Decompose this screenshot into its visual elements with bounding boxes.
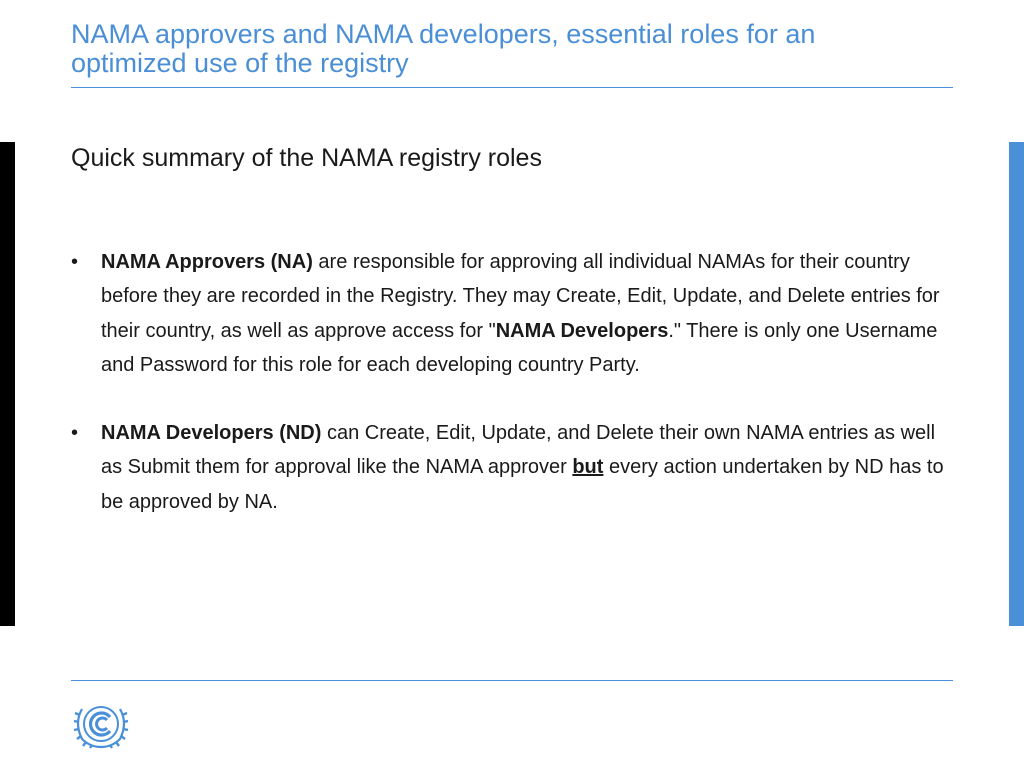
- bullet-inline-emphasis: but: [572, 456, 604, 479]
- footer-divider: [71, 680, 953, 681]
- left-edge-bar: [0, 142, 15, 626]
- bullet-lead-bold: NAMA Approvers (NA): [101, 251, 313, 273]
- right-edge-accent-bar: [1009, 142, 1024, 626]
- bullet-lead-bold: NAMA Developers (ND): [101, 422, 322, 445]
- bullet-marker: •: [71, 251, 79, 273]
- unfccc-logo-graphic: [68, 697, 134, 749]
- bullet-list: [71, 245, 951, 553]
- bullet-inline-bold: NAMA Developers: [495, 319, 669, 342]
- bullet-text: ." There is only one Username and Password for this role for each developing country Party.: [101, 319, 938, 376]
- bullet-item-nama-developers: [71, 416, 951, 519]
- bullet-text: every action undertaken by ND has to be approved by NA.: [101, 456, 944, 513]
- bullet-text: can Create, Edit, Update, and Delete their own NAMA entries as well as Submit them for approval like the NAMA approver: [101, 422, 936, 479]
- slide-title: [71, 20, 931, 78]
- unfccc-logo-icon: [68, 697, 134, 749]
- title-divider: [71, 87, 953, 88]
- slide-title-line-2: optimized use of the registry: [71, 48, 409, 78]
- section-subtitle: Quick summary of the NAMA registry roles: [71, 144, 542, 172]
- bullet-text: are responsible for approving all individual NAMAs for their country before they are recorded in the Registry. They may Create, Edit, Update, and Delete entries for their country, as well as approve access for ": [101, 251, 940, 342]
- slide-title-line-1: NAMA approvers and NAMA developers, essential roles for an: [71, 19, 816, 49]
- bullet-marker: •: [71, 422, 79, 445]
- bullet-item-nama-approvers: [71, 245, 951, 382]
